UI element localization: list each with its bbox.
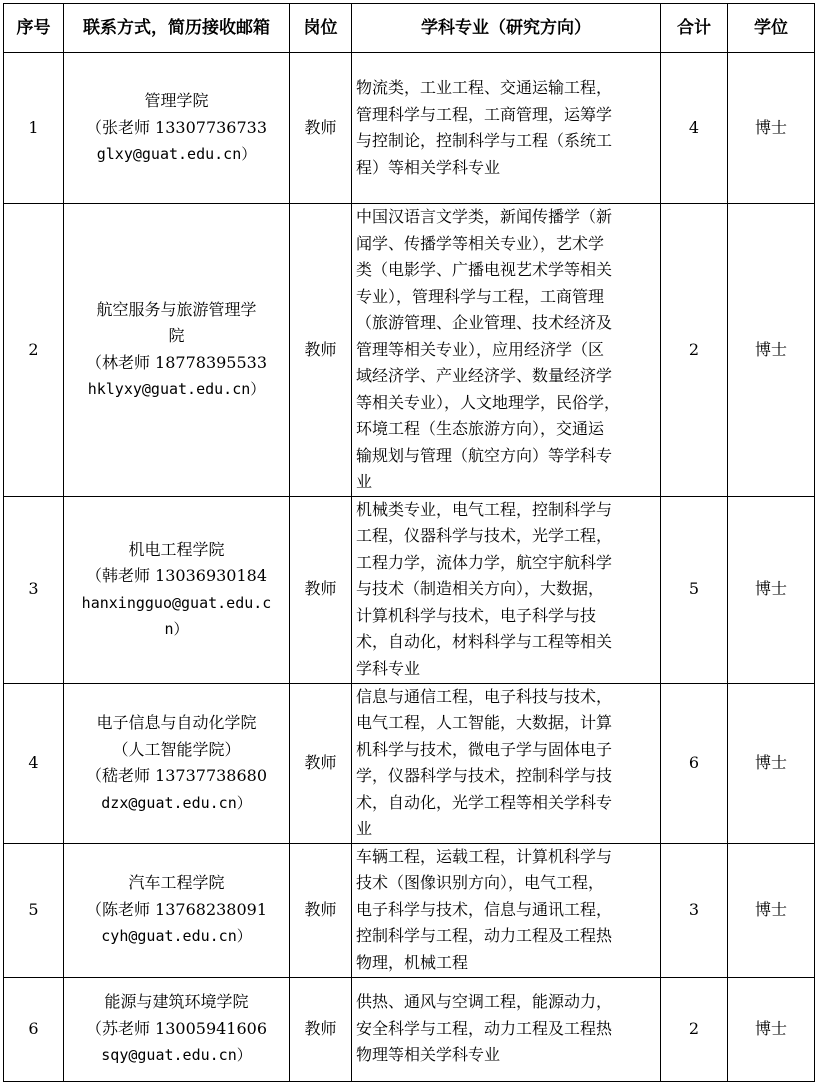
contact-line: 电子信息与自动化学院 (96, 713, 257, 732)
major-line: 管理科学与工程，工商管理，运筹学 (356, 104, 613, 124)
cell-major (352, 53, 661, 204)
cell-position: 教师 (290, 683, 352, 843)
major-line: 学科专业 (356, 658, 421, 678)
contact-line: （嵇老师 13737738680 (85, 766, 268, 785)
cell-seq: 3 (4, 496, 64, 683)
contact-line: （苏老师 13005941606 (85, 1018, 268, 1038)
header-position: 岗位 (290, 4, 352, 53)
cell-total: 4 (661, 53, 728, 204)
table-row (4, 53, 815, 204)
cell-seq: 4 (4, 683, 64, 843)
cell-seq: 2 (4, 204, 64, 497)
major-line: 技术（图像识别方向），电气工程， (356, 873, 605, 893)
contact-email: cyh@guat.edu.cn） (101, 927, 252, 946)
major-line: 与技术（制造相关方向），大数据， (356, 579, 605, 599)
cell-degree: 博士 (728, 843, 815, 977)
major-line: 计算机科学与技术，电子科学与技 (356, 605, 597, 625)
cell-position: 教师 (290, 977, 352, 1081)
cell-total: 5 (661, 496, 728, 683)
contact-line: 航空服务与旅游管理学 (96, 299, 257, 319)
major-line: 工程力学，流体力学，航空宇航科学 (356, 552, 613, 572)
table-row (4, 843, 815, 977)
table-row (4, 977, 815, 1081)
cell-total: 2 (661, 977, 728, 1081)
contact-email: dzx@guat.edu.cn） (101, 793, 252, 812)
cell-contact (64, 496, 290, 683)
major-line: 工程，仪器科学与技术，光学工程， (356, 526, 613, 546)
cell-contact (64, 53, 290, 204)
major-line: 术，自动化，材料科学与工程等相关 (356, 632, 613, 652)
header-contact: 联系方式，简历接收邮箱 (64, 4, 290, 53)
table-row (4, 683, 815, 843)
major-line: 环境工程（生态旅游方向），交通运 (356, 419, 605, 438)
cell-seq: 6 (4, 977, 64, 1081)
header-degree: 学位 (728, 4, 815, 53)
major-line: （旅游管理、企业管理、技术经济及 (356, 313, 613, 332)
major-line: 业 (356, 472, 373, 491)
cell-total: 3 (661, 843, 728, 977)
major-line: 信息与通信工程，电子科技与技术， (356, 686, 613, 706)
major-line: 类（电影学、广播电视艺术学等相关 (356, 260, 613, 279)
cell-total: 2 (661, 204, 728, 497)
cell-contact (64, 683, 290, 843)
cell-contact (64, 977, 290, 1081)
major-line: 物流类，工业工程、交通运输工程， (356, 78, 613, 97)
major-line: 学，仪器科学与技术，控制科学与技 (356, 766, 613, 785)
header-row (4, 4, 815, 53)
contact-line: （林老师 18778395533 (85, 352, 268, 372)
major-line: 术，自动化，光学工程等相关学科专 (356, 792, 613, 812)
major-line: 机械类专业，电气工程，控制科学与 (356, 499, 613, 519)
major-line: 管理等相关专业），应用经济学（区 (356, 339, 605, 359)
contact-line: 院 (168, 326, 185, 346)
major-line: 中国汉语言文学类，新闻传播学（新 (356, 207, 613, 226)
major-line: 物理等相关学科专业 (356, 1045, 501, 1065)
major-line: 安全科学与工程，动力工程及工程热 (356, 1018, 613, 1038)
cell-total: 6 (661, 683, 728, 843)
major-line: 控制科学与工程，动力工程及工程热 (356, 926, 613, 946)
cell-major (352, 843, 661, 977)
major-line: 程）等相关学科专业 (356, 157, 501, 177)
contact-line: 汽车工程学院 (128, 873, 225, 893)
cell-position: 教师 (290, 204, 352, 497)
cell-contact (64, 843, 290, 977)
header-major: 学科专业（研究方向） (352, 4, 661, 53)
contact-email: glxy@guat.edu.cn） (96, 145, 257, 164)
cell-major (352, 204, 661, 497)
cell-contact (64, 204, 290, 497)
contact-line: （人工智能学院） (112, 739, 241, 759)
contact-line: （韩老师 13036930184 (85, 566, 268, 585)
major-line: 车辆工程，运载工程，计算机科学与 (356, 846, 613, 866)
cell-degree: 博士 (728, 204, 815, 497)
contact-line: 能源与建筑环境学院 (104, 992, 249, 1012)
contact-line: （张老师 13307736733 (85, 117, 268, 137)
contact-line: （陈老师 13768238091 (85, 899, 268, 919)
major-line: 供热、通风与空调工程，能源动力， (356, 992, 613, 1012)
major-line: 物理，机械工程 (356, 952, 469, 972)
cell-major (352, 496, 661, 683)
cell-position: 教师 (290, 496, 352, 683)
cell-seq: 5 (4, 843, 64, 977)
cell-position: 教师 (290, 53, 352, 204)
major-line: 闻学、传播学等相关专业），艺术学 (356, 233, 605, 253)
major-line: 电气工程，人工智能，大数据，计算 (356, 713, 613, 732)
major-line: 输规划与管理（航空方向）等学科专 (356, 445, 613, 465)
contact-email: n） (164, 620, 189, 638)
contact-email: hklyxy@guat.edu.cn） (87, 380, 266, 399)
cell-degree: 博士 (728, 53, 815, 204)
contact-line: 管理学院 (144, 91, 209, 111)
cell-position: 教师 (290, 843, 352, 977)
cell-degree: 博士 (728, 683, 815, 843)
major-line: 专业），管理科学与工程，工商管理 (356, 286, 605, 306)
major-line: 等相关专业），人文地理学，民俗学， (356, 392, 621, 412)
major-line: 机科学与技术，微电子学与固体电子 (356, 739, 613, 759)
cell-major (352, 977, 661, 1081)
cell-seq: 1 (4, 53, 64, 204)
table-row (4, 496, 815, 683)
table-row (4, 204, 815, 497)
cell-degree: 博士 (728, 977, 815, 1081)
major-line: 电子科学与技术，信息与通讯工程， (356, 899, 613, 919)
contact-email: sqy@guat.edu.cn） (101, 1046, 252, 1065)
major-line: 与控制论，控制科学与工程（系统工 (356, 131, 613, 150)
cell-major (352, 683, 661, 843)
contact-line: 机电工程学院 (128, 539, 225, 559)
contact-email: hanxingguo@guat.edu.c (81, 593, 272, 612)
header-total: 合计 (661, 4, 728, 53)
major-line: 域经济学、产业经济学、数量经济学 (356, 366, 613, 385)
recruitment-table (3, 3, 815, 1082)
cell-degree: 博士 (728, 496, 815, 683)
major-line: 业 (356, 819, 373, 838)
header-seq: 序号 (4, 4, 64, 53)
